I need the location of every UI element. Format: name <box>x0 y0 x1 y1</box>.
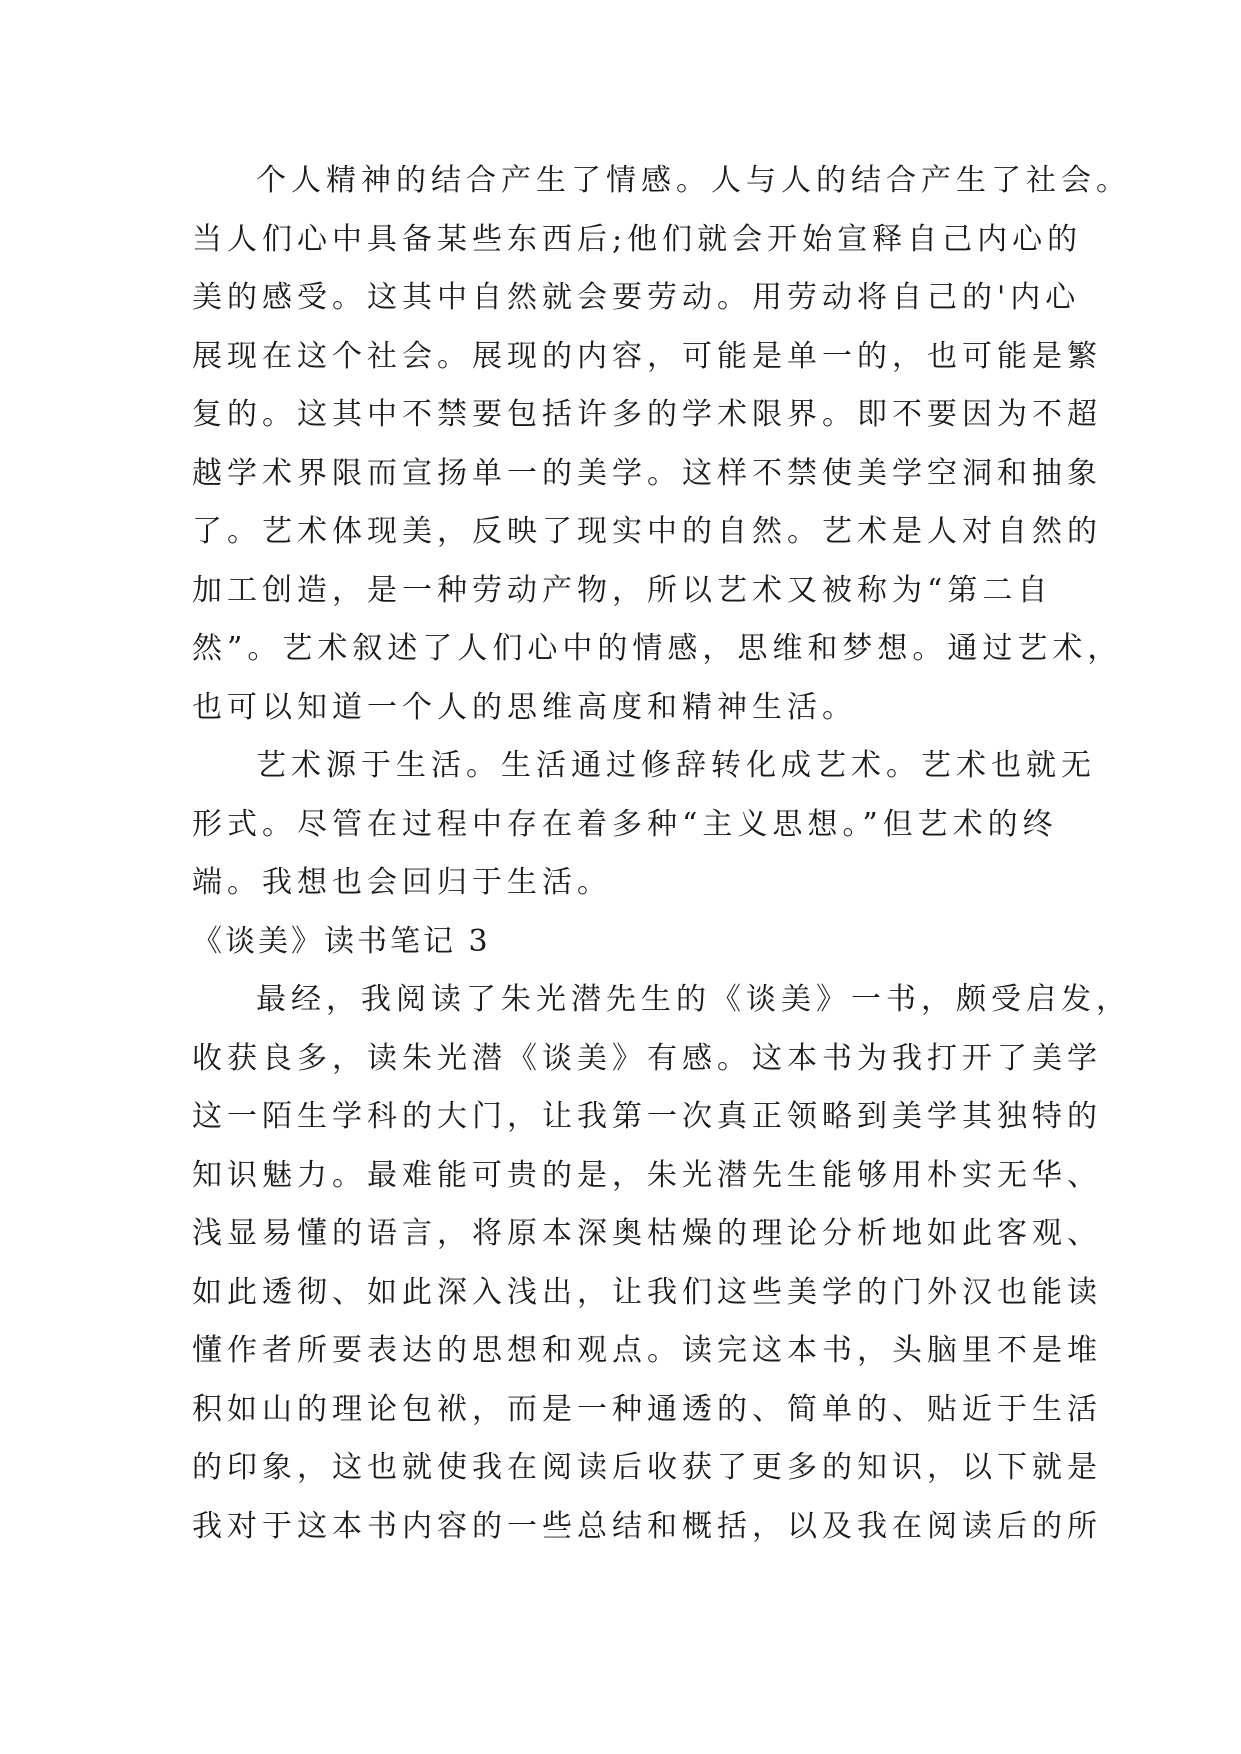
text-line: 当人们心中具备某些东西后;他们就会开始宣释自己内心的 <box>192 221 1083 257</box>
text-line: 积如山的理论包袱，而是一种通透的、简单的、贴近于生活 <box>192 1391 1102 1427</box>
text-line: 我对于这本书内容的一些总结和概括，以及我在阅读后的所 <box>192 1508 1102 1544</box>
text-line: 加工创造，是一种劳动产物，所以艺术又被称为“第二自 <box>192 572 1053 608</box>
text-line: 最经，我阅读了朱光潜先生的《谈美》一书，颇受启发， <box>256 982 1131 1017</box>
text-line: 的印象，这也就使我在阅读后收获了更多的知识，以下就是 <box>192 1450 1102 1485</box>
text-line: 也可以知道一个人的思维高度和精神生活。 <box>192 689 857 725</box>
text-line: 浅显易懂的语言，将原本深奥枯燥的理论分析地如此客观、 <box>192 1216 1102 1251</box>
text-line: 收获良多，读朱光潜《谈美》有感。这本书为我打开了美学 <box>192 1040 1102 1076</box>
text-line: 艺术源于生活。生活通过修辞转化成艺术。艺术也就无 <box>256 748 1096 783</box>
text-line: 展现在这个社会。展现的内容，可能是单一的，也可能是繁 <box>192 338 1102 374</box>
text-line: 如此透彻、如此深入浅出，让我们这些美学的门外汉也能读 <box>192 1274 1102 1310</box>
document-body <box>192 152 1131 1556</box>
text-line: 形式。尽管在过程中存在着多种“主义思想。”但艺术的终 <box>192 806 1058 842</box>
text-line: 端。我想也会回归于生活。 <box>192 865 612 900</box>
text-line: 个人精神的结合产生了情感。人与人的结合产生了社会。 <box>256 163 1131 198</box>
text-line: 然”。艺术叙述了人们心中的情感，思维和梦想。通过艺术， <box>192 631 1123 666</box>
text-line: 复的。这其中不禁要包括许多的学术限界。即不要因为不超 <box>192 397 1102 432</box>
text-line: 这一陌生学科的大门，让我第一次真正领略到美学其独特的 <box>192 1099 1102 1134</box>
text-line: 了。艺术体现美，反映了现实中的自然。艺术是人对自然的 <box>192 514 1102 549</box>
text-line: 越学术界限而宣扬单一的美学。这样不禁使美学空洞和抽象 <box>192 455 1102 491</box>
text-line: 美的感受。这其中自然就会要劳动。用劳动将自己的'内心 <box>192 280 1081 315</box>
text-line: 知识魅力。最难能可贵的是，朱光潜先生能够用朴实无华、 <box>192 1157 1102 1193</box>
text-line: 懂作者所要表达的思想和观点。读完这本书，头脑里不是堆 <box>192 1333 1102 1368</box>
section-heading: 《谈美》读书笔记 3 <box>192 923 491 959</box>
